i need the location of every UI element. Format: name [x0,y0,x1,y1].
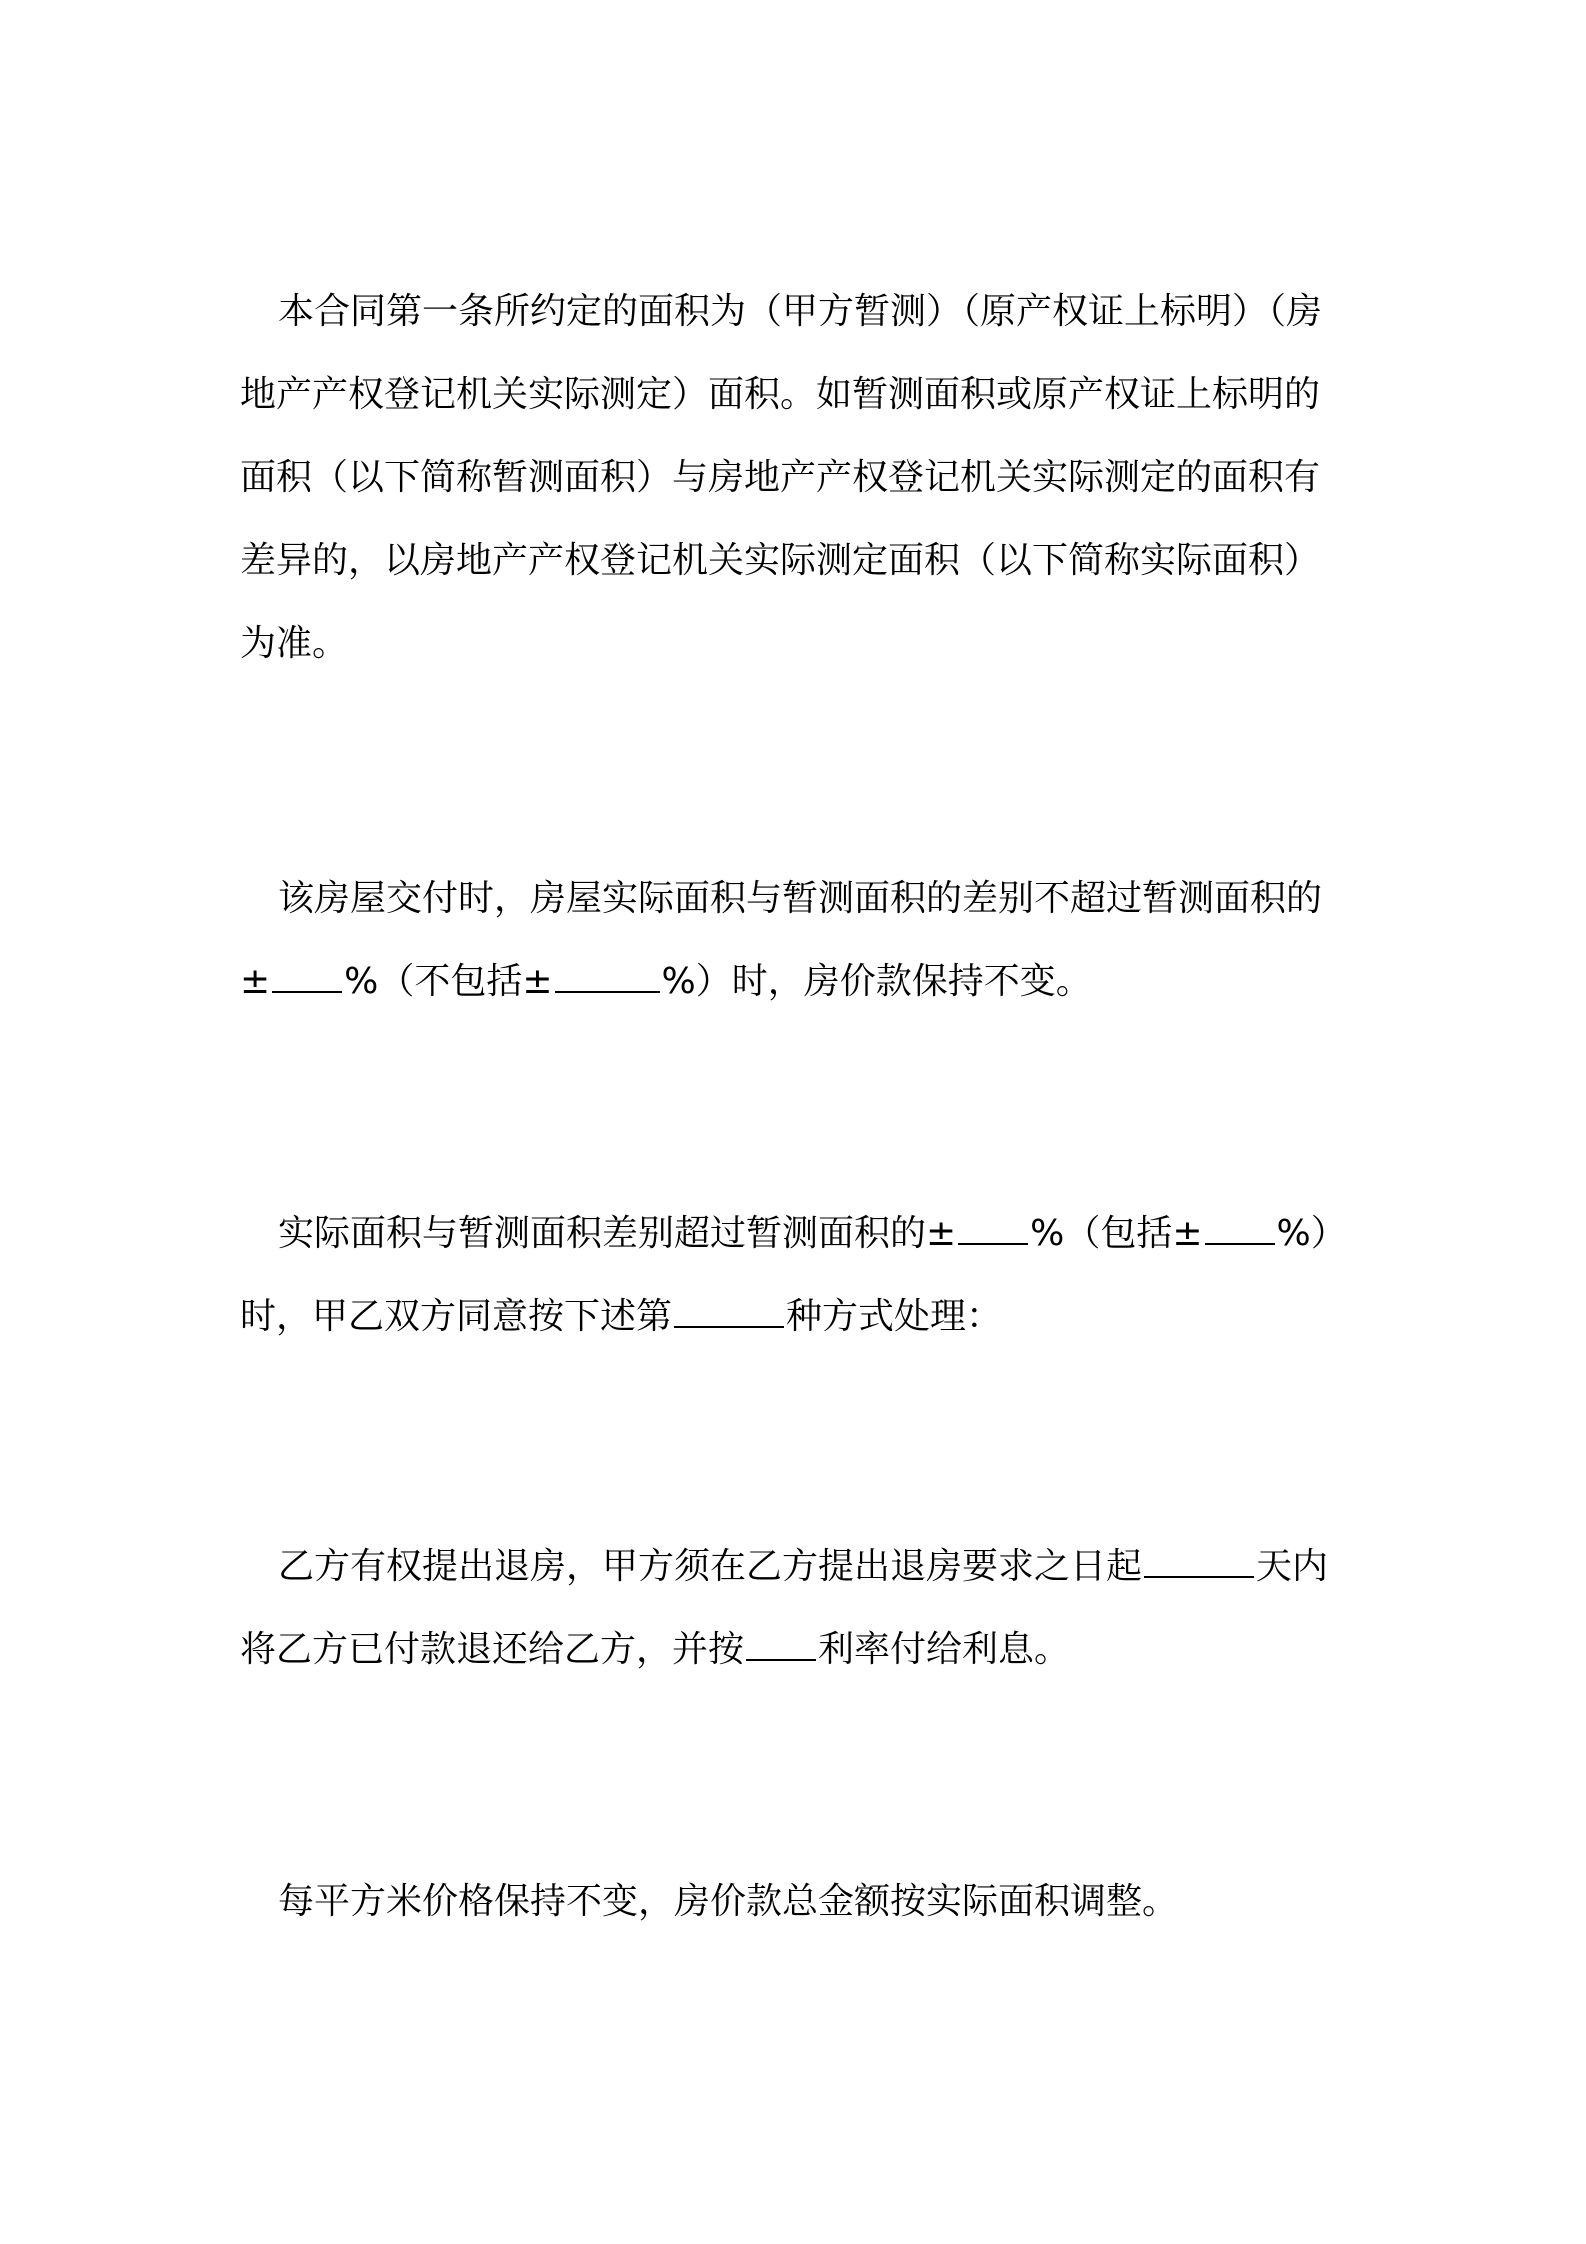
text-segment: 将乙方已付款退还给乙方，并按 [240,1629,745,1670]
paragraph-line: 面积（以下简称暂测面积）与房地产产权登记机关实际测定的面积有 [240,457,1321,498]
fill-in-blank[interactable] [1144,1568,1254,1578]
paragraph-line: 该房屋交付时，房屋实际面积与暂测面积的差别不超过暂测面积的 [278,878,1323,919]
text-segment: %）时，房价款保持不变。 [661,961,1092,1002]
paragraph-line: 差异的，以房地产产权登记机关实际测定面积（以下简称实际面积） [240,540,1321,581]
fill-in-blank[interactable] [272,983,342,993]
paragraph-refund-option [240,1525,1360,1691]
paragraph-line [240,1525,1360,1608]
text-segment: 乙方有权提出退房，甲方须在乙方提出退房要求之日起 [278,1546,1143,1587]
text-segment: 利率付给利息。 [818,1629,1071,1670]
fill-in-blank[interactable] [958,1235,1028,1245]
text-segment: ± [240,961,271,1002]
fill-in-blank[interactable] [1205,1235,1275,1245]
paragraph-area-tolerance [240,857,1360,1023]
paragraph-line: 本合同第一条所约定的面积为（甲方暂测）（原产权证上标明）（房 [278,291,1323,332]
paragraph-line: 为准。 [240,623,349,664]
text-segment: %（包括± [1030,1213,1203,1254]
paragraph-area-exceed [240,1192,1360,1358]
fill-in-blank[interactable] [555,983,660,993]
paragraph-line [240,1275,1360,1358]
text-segment: 天内 [1256,1546,1329,1587]
fill-in-blank[interactable] [674,1318,784,1328]
fill-in-blank[interactable] [746,1651,816,1661]
text-segment: 实际面积与暂测面积差别超过暂测面积的± [278,1213,957,1254]
text-segment: %） [1276,1213,1347,1254]
paragraph-line [240,1192,1360,1275]
text-segment: 时，甲乙双方同意按下述第 [240,1296,673,1337]
paragraph-line: 地产产权登记机关实际测定）面积。如暂测面积或原产权证上标明的 [240,374,1321,415]
paragraph-line [240,1608,1360,1691]
paragraph-line [240,940,1360,1023]
text-segment: 种方式处理： [786,1296,1003,1337]
text-segment: %（不包括± [344,961,553,1002]
paragraph-area-definition [240,270,1360,685]
paragraph-line: 每平方米价格保持不变，房价款总金额按实际面积调整。 [278,1881,1179,1922]
paragraph-price-adjust-option [240,1860,1360,1943]
